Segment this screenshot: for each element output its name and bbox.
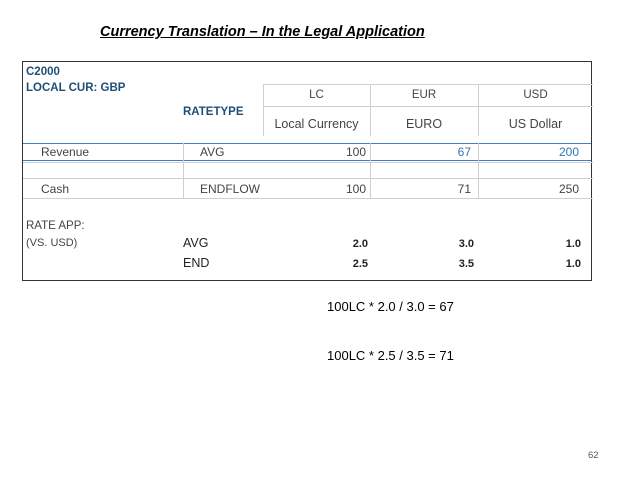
column-name-eur: EURO [405, 117, 443, 131]
cell-eur: 67 [457, 145, 471, 159]
cell-usd: 200 [558, 145, 579, 159]
column-code-lc: LC [309, 89, 324, 101]
row-label: Cash [41, 182, 70, 196]
cell-lc: 100 [345, 145, 366, 159]
cell-eur: 71 [457, 182, 471, 196]
row-line-1 [23, 178, 593, 179]
translation-table [22, 61, 592, 281]
entity-label: C2000 [26, 66, 60, 78]
row-label: Revenue [41, 145, 90, 159]
column-code-usd: USD [523, 89, 548, 101]
header-mid-line [263, 106, 593, 107]
row-ratetype: ENDFLOW [200, 182, 260, 196]
column-name-lc: Local Currency [274, 117, 359, 131]
slide-title: Currency Translation – In the Legal Application [100, 24, 425, 40]
formula-end: 100LC * 2.5 / 3.5 = 71 [327, 348, 454, 363]
column-name-usd: US Dollar [508, 117, 563, 131]
rate-lc: 2.0 [352, 238, 368, 250]
rate-app-label: RATE APP: [26, 220, 85, 232]
local-currency-label: LOCAL CUR: GBP [26, 82, 126, 94]
rate-type: END [183, 256, 210, 270]
row-line-0 [23, 162, 593, 163]
rate-usd: 1.0 [565, 258, 581, 270]
formula-avg: 100LC * 2.0 / 3.0 = 67 [327, 299, 454, 314]
rate-type: AVG [183, 236, 209, 250]
rate-app-sublabel: (VS. USD) [26, 237, 78, 249]
column-code-eur: EUR [411, 89, 437, 101]
cell-lc: 100 [345, 182, 366, 196]
ratetype-header: RATETYPE [183, 106, 244, 118]
rate-usd: 1.0 [565, 238, 581, 250]
row-divider-0 [183, 143, 184, 199]
cell-usd: 250 [558, 182, 579, 196]
header-top-line [263, 84, 593, 85]
row-ratetype: AVG [200, 145, 225, 159]
rate-eur: 3.5 [458, 258, 474, 270]
page-number: 62 [588, 450, 599, 461]
rate-eur: 3.0 [458, 238, 474, 250]
rate-lc: 2.5 [352, 258, 368, 270]
row-line-2 [23, 198, 593, 199]
